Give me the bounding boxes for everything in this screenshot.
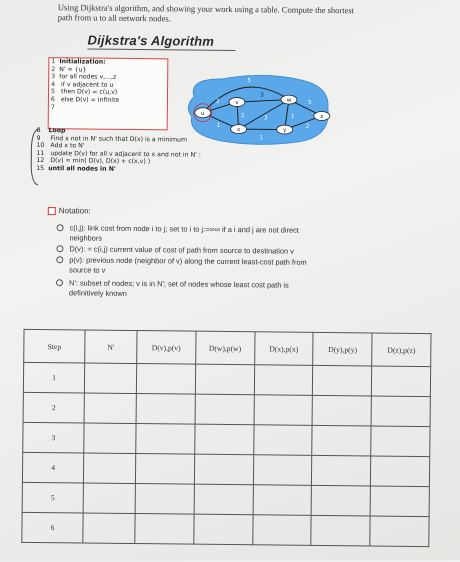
notation-item: N': subset of nodes; v is in N'; set of nodes whose least cost path is definitively known [69,278,399,300]
column-header: D(z),p(z) [372,333,431,367]
empty-cell[interactable] [371,426,430,457]
empty-cell[interactable] [194,484,253,515]
edge-weight: 2 [216,99,220,105]
empty-cell[interactable] [195,394,254,425]
edge-weight: 2 [241,113,245,119]
table-row [22,512,429,546]
table-row [22,482,429,516]
step-cell: 4 [22,452,83,483]
empty-cell[interactable] [252,515,311,546]
notation-checkbox-icon [48,207,56,215]
node-label: w [287,98,292,104]
empty-cell[interactable] [372,366,431,397]
empty-cell[interactable] [84,423,136,454]
algo-line: 10 Add x to N' [36,142,296,152]
algo-line: 6 else D(v) = infinite [51,96,161,105]
empty-cell[interactable] [371,396,430,427]
empty-cell[interactable] [371,456,430,487]
bullet-icon [56,256,63,263]
empty-cell[interactable] [254,365,313,396]
empty-cell[interactable] [313,365,372,396]
empty-cell[interactable] [194,454,253,485]
empty-cell[interactable] [84,393,136,424]
empty-cell[interactable] [253,455,312,486]
empty-cell[interactable] [370,486,429,517]
empty-cell[interactable] [83,513,135,544]
empty-cell[interactable] [195,364,254,395]
empty-cell[interactable] [312,455,371,486]
notation-item: c(i,j): link cost from node i to j; set to i to j:=∞∞ if a i and j are not direct neighbors [69,223,399,245]
column-header: D(w),p(w) [195,331,254,365]
column-header: Step [24,329,85,363]
notation-item: D(v): = c(i,j) current value of cost of path from source to destination v [69,244,399,257]
table-row [23,392,430,426]
empty-cell[interactable] [312,395,371,426]
algo-line: 11 update D(v) for all v adjacent to x and not in N' : [36,150,296,160]
step-cell: 6 [22,512,83,543]
empty-cell[interactable] [195,424,254,455]
empty-cell[interactable] [83,483,135,514]
empty-cell[interactable] [253,425,312,456]
algo-line: 7 [51,104,161,113]
step-cell: 1 [23,362,84,393]
node-label: x [237,127,241,133]
algo-line: 12 D(v) = min( D(v), D(x) + c(x,v) ) [36,157,296,167]
edge-weight: 2 [306,124,310,130]
bullet-icon [56,245,63,252]
step-cell: 5 [22,482,83,513]
node-label: y [283,128,287,134]
step-cell: 3 [23,422,84,453]
algo-line: 8 Loop [37,127,297,137]
algo-line: 5 then D(v) = c(u,v) [51,89,161,98]
edge-weight: 1 [260,135,264,141]
column-header: D(y),p(y) [313,332,372,366]
page-title: Dijkstra's Algorithm [87,33,214,49]
empty-cell[interactable] [135,514,194,545]
empty-cell[interactable] [136,424,195,455]
table-row [22,452,429,486]
algo-line: 3 for all nodes v,...,z [51,73,161,82]
empty-cell[interactable] [311,485,370,516]
notation-item: p(v): previous node (neighbor of v) along the current least-cost path from source to v [69,255,399,277]
node-label: z [320,114,323,120]
bullet-icon [56,279,63,286]
node-label: u [201,111,205,117]
empty-cell[interactable] [135,454,194,485]
notation-heading: Notation: [59,206,91,215]
table-row [23,422,430,456]
edge-weight: 1 [291,114,295,120]
edge-weight: 5 [247,78,251,84]
empty-cell[interactable] [311,515,370,546]
empty-cell[interactable] [370,516,429,547]
empty-cell[interactable] [254,395,313,426]
problem-line-2: path from u to all network nodes. [58,12,398,26]
table-header-row [24,329,431,366]
edge-weight: 3 [264,115,268,121]
title-underline [87,49,235,52]
algo-line: 15 until all nodes in N' [36,165,296,175]
empty-cell[interactable] [136,394,195,425]
empty-cell[interactable] [84,363,136,394]
empty-cell[interactable] [136,364,195,395]
edge-weight: 1 [217,123,221,129]
bullet-icon [57,224,64,231]
algorithm-init [51,58,162,112]
problem-line-1: Using Dijkstra's algorithm, and showing your work using a table. Compute the shortest [58,2,398,16]
dijkstra-table [21,329,431,547]
column-header: N' [85,330,137,364]
empty-cell[interactable] [194,514,253,545]
empty-cell[interactable] [312,425,371,456]
algo-line: 9 Find x not in N' such that D(x) is a minimum [37,135,297,145]
algo-line: 1 Initialization: [51,58,161,67]
edge-weight: 5 [308,100,312,106]
algo-line: 2 N' = {u} [51,66,161,75]
column-header: D(x),p(x) [254,332,313,366]
column-header: D(v),p(v) [137,331,196,365]
empty-cell[interactable] [84,453,136,484]
empty-cell[interactable] [135,484,194,515]
node-label: v [235,100,239,106]
step-cell: 2 [23,392,84,423]
empty-cell[interactable] [253,485,312,516]
algo-line: 4 if v adjacent to u [51,81,161,90]
edge-weight: 3 [260,92,264,98]
network-graph [181,73,332,147]
problem-statement [58,2,398,26]
table-row [23,362,430,396]
